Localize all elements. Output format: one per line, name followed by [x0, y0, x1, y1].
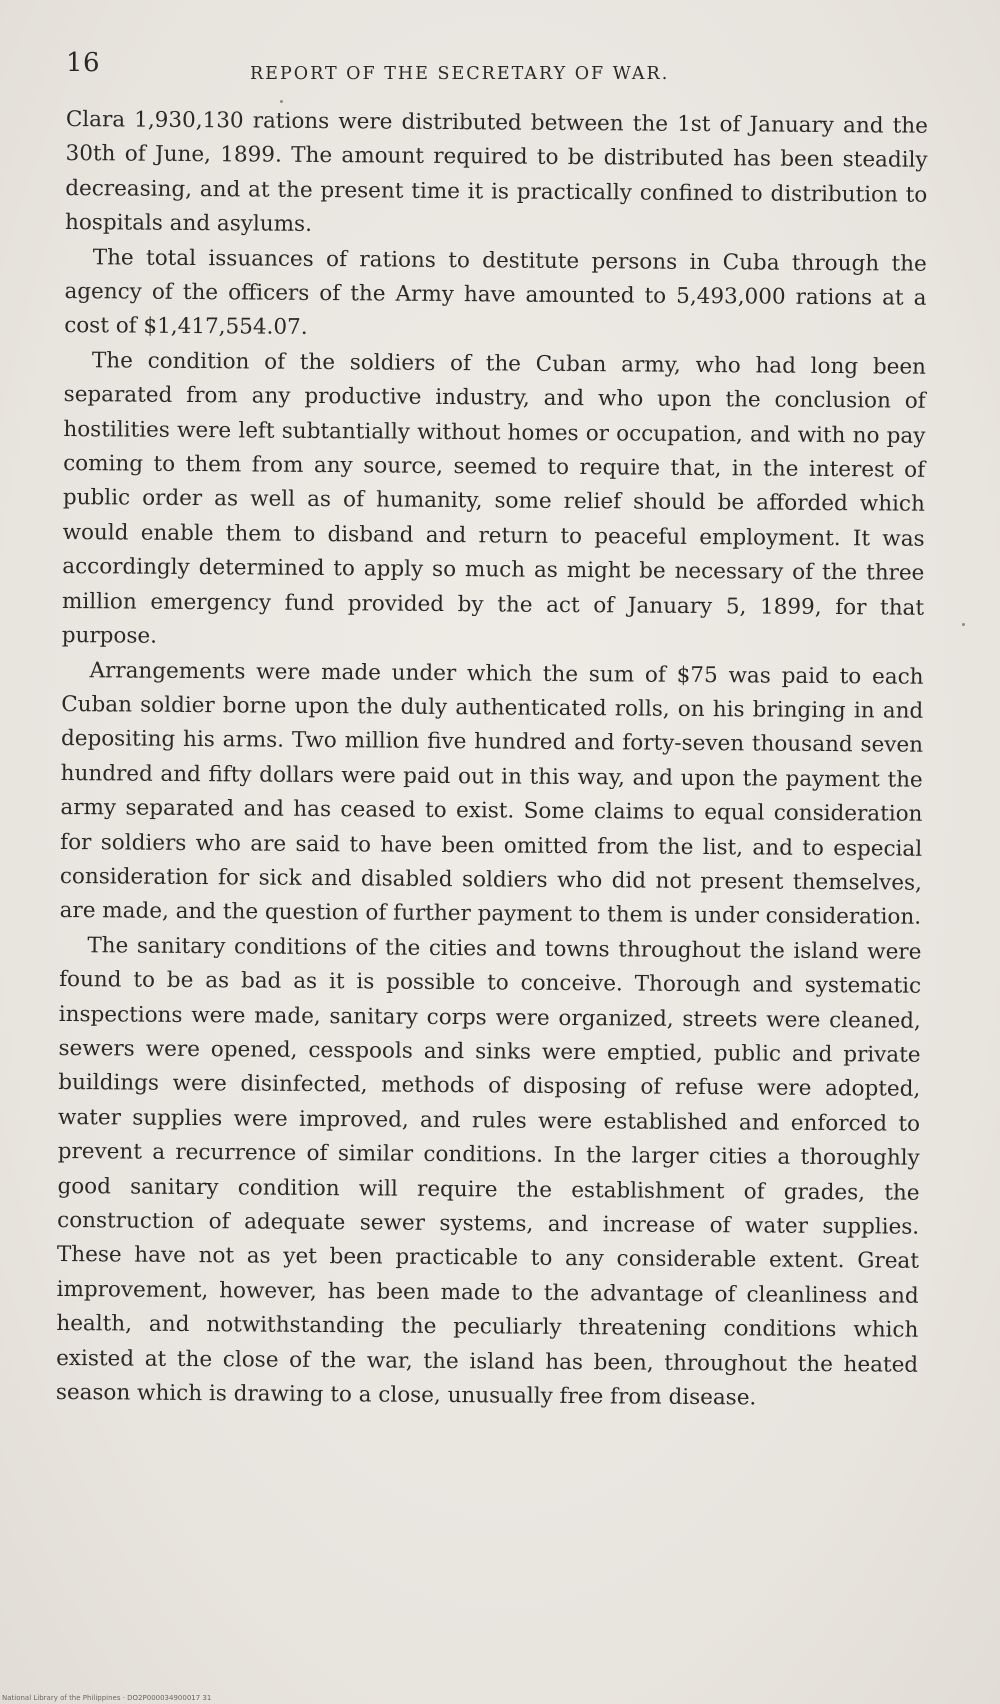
paragraph-2: The total issuances of rations to destitute persons in Cuba through the agency of the officers of the Army have amounted to 5,493,000 rations at a cost of $1,417,554.07. — [64, 244, 927, 341]
body-text — [56, 103, 928, 1417]
paragraph-3: The condition of the soldiers of the Cuban army, who had long been separated from any productive industry, and who upon the conclusion of hostilities were left subtantially without homes or occupation, and with no pay coming to them from any source, seemed to require that, in the interest of public order as well as of humanity, some relief should be afforded which would enable them to disband and return to peaceful employment. It was accordingly determined to apply so much as might be necessary of the three million emergency fund provided by the act of January 5, 1899, for that purpose. — [61, 348, 927, 649]
page-header — [66, 48, 936, 88]
paragraph-1: Clara 1,930,130 rations were distributed between the 1st of January and the 30th of June, 1899. The amount required to be distributed has been steadily decreasing, and at the present time it is practically confined to distribution to hospitals and asylums. — [64, 106, 928, 238]
scan-footer-note: National Library of the Philippines · DO2P000034900017 31 — [2, 1694, 212, 1702]
print-speck — [962, 623, 965, 626]
paragraph-5: The sanitary conditions of the cities and towns throughout the island were found to be as bad as it is possible to conceive. Thorough and systematic inspections were made, sanitary corps were organized, streets were cleaned, sewers were opened, cesspools and sinks were emptied, public and private buildings were disinfected, methods of disposing of refuse were adopted, water supplies were improved, and rules were established and enforced to prevent a recurrence of similar conditions. In the larger cities a thoroughly good sanitary condition will require the establishment of grades, the construction of adequate sewer systems, and increase of water supplies. These have not as yet been practicable to any considerable extent. Great improvement, however, has been made to the advantage of cleanliness and health, and notwithstanding the peculiarly threatening conditions which existed at the close of the war, the island has been, throughout the heated season which is drawing to a close, unusually free from disease. — [55, 932, 922, 1411]
print-speck — [280, 100, 283, 103]
running-head: REPORT OF THE SECRETARY OF WAR. — [250, 64, 670, 84]
paragraph-4: Arrangements were made under which the sum of $75 was paid to each Cuban soldier borne upon the duly authenticated rolls, on his bringing in and depositing his arms. Two million five hundred and forty-seven thousand seven hundred and fifty dollars were paid out in this way, and upon the payment the army separated and has ceased to exist. Some claims to equal consideration for soldiers who are said to have been omitted from the list, and to especial consideration for sick and disabled soldiers who did not present themselves, are made, and the question of further payment to them is under consideration. — [59, 657, 924, 931]
page-number: 16 — [66, 48, 101, 78]
